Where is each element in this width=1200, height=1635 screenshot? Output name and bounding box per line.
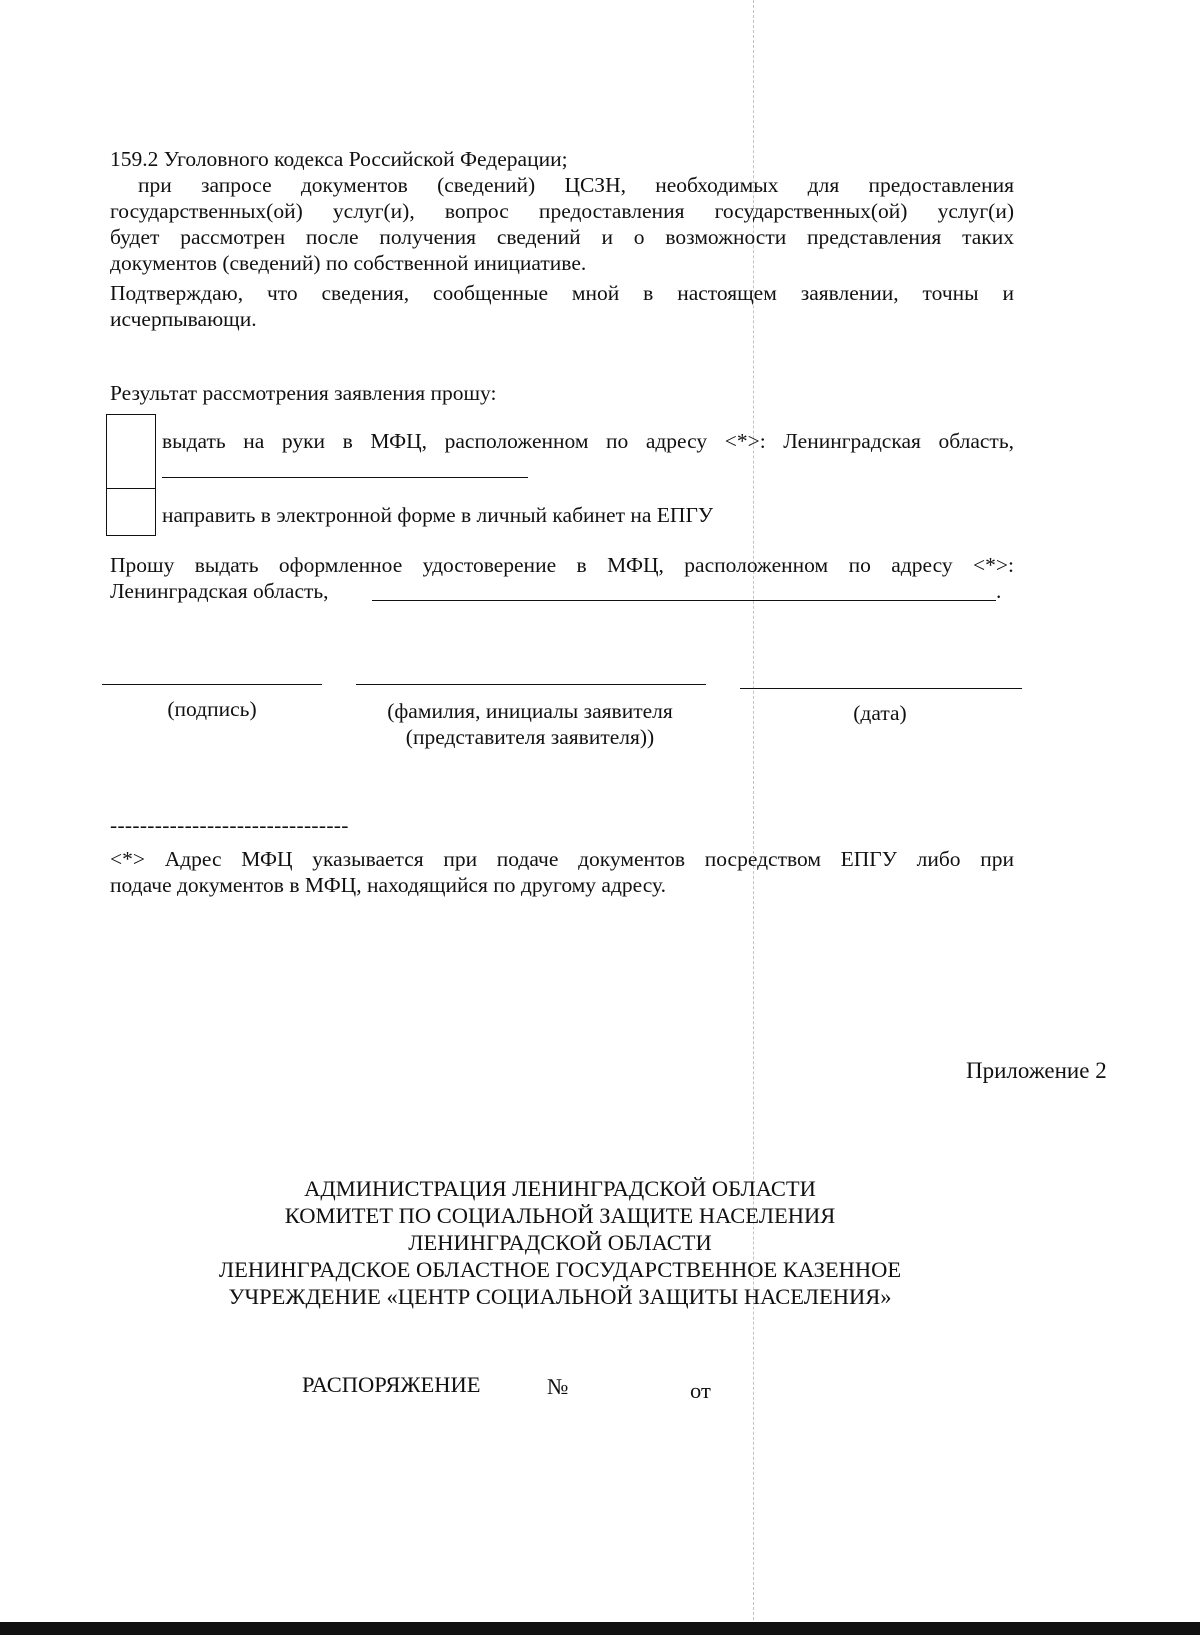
scan-bottom-edge: [0, 1622, 1200, 1635]
certificate-address-blank-line[interactable]: [372, 600, 996, 601]
header-line: УЧРЕЖДЕНИЕ «ЦЕНТР СОЦИАЛЬНОЙ ЗАЩИТЫ НАСЕЛЕНИЯ»: [228, 1284, 892, 1309]
footnote-separator: --------------------------------: [110, 813, 349, 837]
header-line: КОМИТЕТ ПО СОЦИАЛЬНОЙ ЗАЩИТЕ НАСЕЛЕНИЯ: [284, 1203, 836, 1228]
header-line: АДМИНИСТРАЦИЯ ЛЕНИНГРАДСКОЙ ОБЛАСТИ: [304, 1176, 816, 1201]
footnote-line: <*> Адрес МФЦ указывается при подаче документов посредством ЕПГУ либо при: [110, 847, 1014, 871]
confirmation-line: исчерпывающи.: [110, 307, 257, 331]
order-title: РАСПОРЯЖЕНИЕ: [302, 1372, 481, 1397]
appendix-label: Приложение 2: [966, 1058, 1107, 1083]
signature-line[interactable]: [102, 684, 322, 685]
intro-line: 159.2 Уголовного кодекса Российской Федерации;: [110, 147, 568, 171]
organization-header: [0, 1175, 1120, 1310]
name-line[interactable]: [356, 684, 706, 685]
confirmation-line: Подтверждаю, что сведения, сообщенные мной в настоящем заявлении, точны и: [110, 281, 1014, 305]
confirmation-paragraph: [110, 280, 1014, 332]
footnote-text: [110, 846, 1014, 898]
date-label: (дата): [853, 701, 907, 725]
intro-paragraph: [110, 172, 1014, 276]
certificate-request-line: Прошу выдать оформленное удостоверение в МФЦ, расположенном по адресу <*>:: [110, 553, 1014, 577]
certificate-region-prefix: Ленинградская область,: [110, 579, 329, 603]
name-label-line-2: (представителя заявителя)): [405, 725, 655, 749]
certificate-period: .: [996, 579, 1002, 603]
intro-paragraph-line: будет рассмотрен после получения сведений и о возможности представления таких: [110, 225, 1014, 249]
address-blank-line[interactable]: [162, 477, 528, 478]
footnote-line: подаче документов в МФЦ, находящийся по другому адресу.: [110, 873, 666, 897]
option-pickup-text: выдать на руки в МФЦ, расположенном по адресу <*>: Ленинградская область,: [162, 429, 1014, 453]
option-electronic-text: направить в электронной форме в личный кабинет на ЕПГУ: [162, 503, 714, 527]
date-line[interactable]: [740, 688, 1022, 689]
intro-paragraph-line: документов (сведений) по собственной инициативе.: [110, 251, 587, 275]
result-heading: Результат рассмотрения заявления прошу:: [110, 381, 497, 405]
signature-label: (подпись): [167, 697, 257, 721]
order-date-label: от: [690, 1378, 711, 1403]
intro-paragraph-line: при запросе документов (сведений) ЦСЗН, необходимых для предоставления: [138, 173, 1014, 197]
checkbox-electronic-delivery[interactable]: [106, 488, 156, 536]
header-line: ЛЕНИНГРАДСКОЕ ОБЛАСТНОЕ ГОСУДАРСТВЕННОЕ КАЗЕННОЕ: [218, 1257, 902, 1282]
header-line: ЛЕНИНГРАДСКОЙ ОБЛАСТИ: [408, 1230, 712, 1255]
order-number-sign: №: [547, 1374, 569, 1399]
intro-paragraph-line: государственных(ой) услуг(и), вопрос предоставления государственных(ой) услуг(и): [110, 199, 1014, 223]
name-label-line-1: (фамилия, инициалы заявителя: [387, 699, 673, 723]
checkbox-pickup-in-mfc[interactable]: [106, 414, 156, 490]
